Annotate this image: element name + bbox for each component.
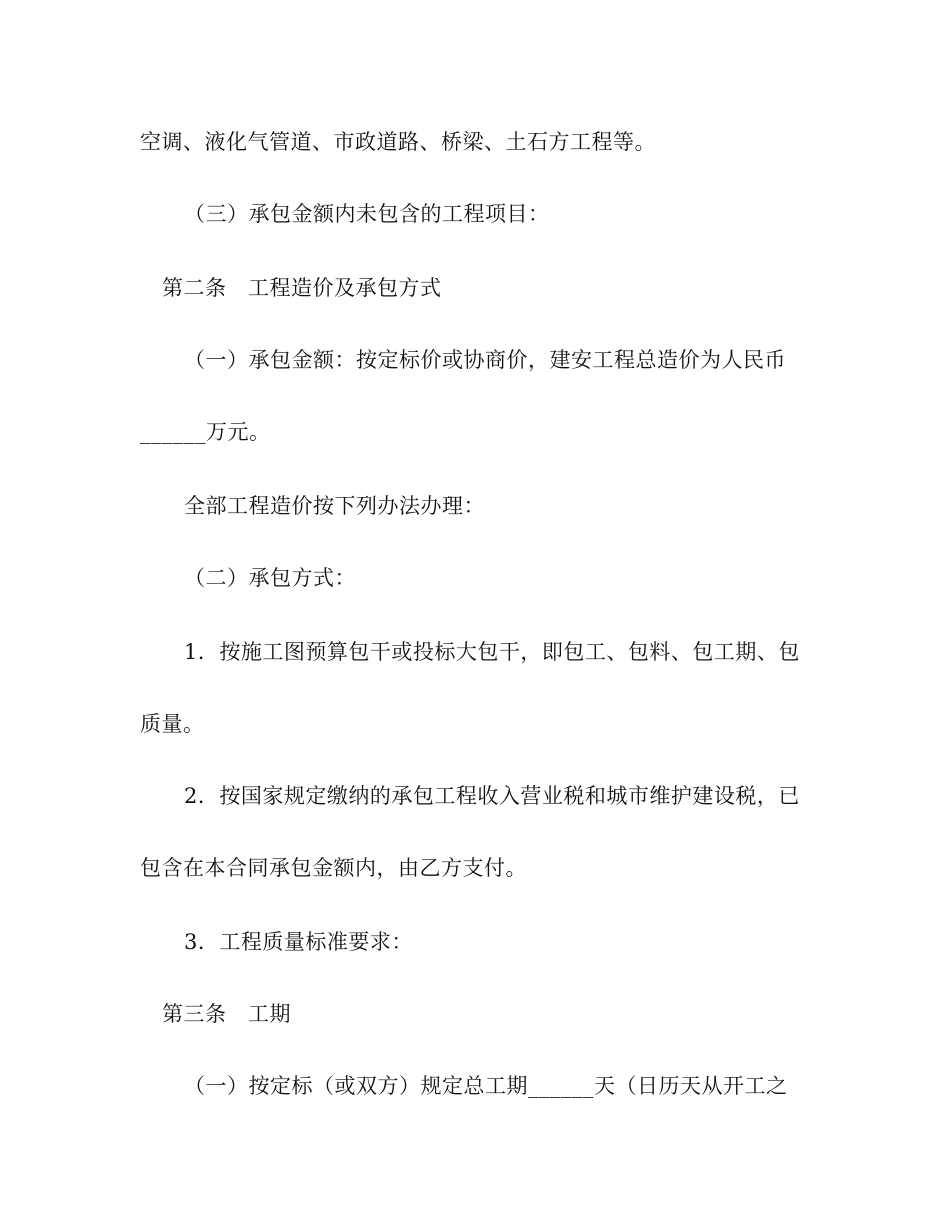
text-line-12: 3．工程质量标准要求： <box>184 930 413 954</box>
text-line-2: （三）承包金额内未包含的工程项目： <box>184 202 550 226</box>
text-line-7: （二）承包方式： <box>184 566 356 590</box>
section-heading-article-3: 第三条 工期 <box>162 1002 291 1026</box>
text-line-14: （一）按定标（或双方）规定总工期______天（日历天从开工之 <box>184 1074 788 1098</box>
section-heading-article-2: 第二条 工程造价及承包方式 <box>162 276 442 300</box>
text-line-8: 1．按施工图预算包干或投标大包干，即包工、包料、包工期、包 <box>184 640 800 664</box>
text-line-9: 质量。 <box>140 712 205 736</box>
text-line-10: 2．按国家规定缴纳的承包工程收入营业税和城市维护建设税，已 <box>184 784 800 808</box>
text-line-11: 包含在本合同承包金额内，由乙方支付。 <box>140 856 527 880</box>
text-line-5: ______万元。 <box>140 420 271 444</box>
text-line-4: （一）承包金额：按定标价或协商价，建安工程总造价为人民币 <box>184 348 786 372</box>
text-line-1: 空调、液化气管道、市政道路、桥梁、土石方工程等。 <box>140 130 656 154</box>
text-line-6: 全部工程造价按下列办法办理： <box>184 494 485 518</box>
